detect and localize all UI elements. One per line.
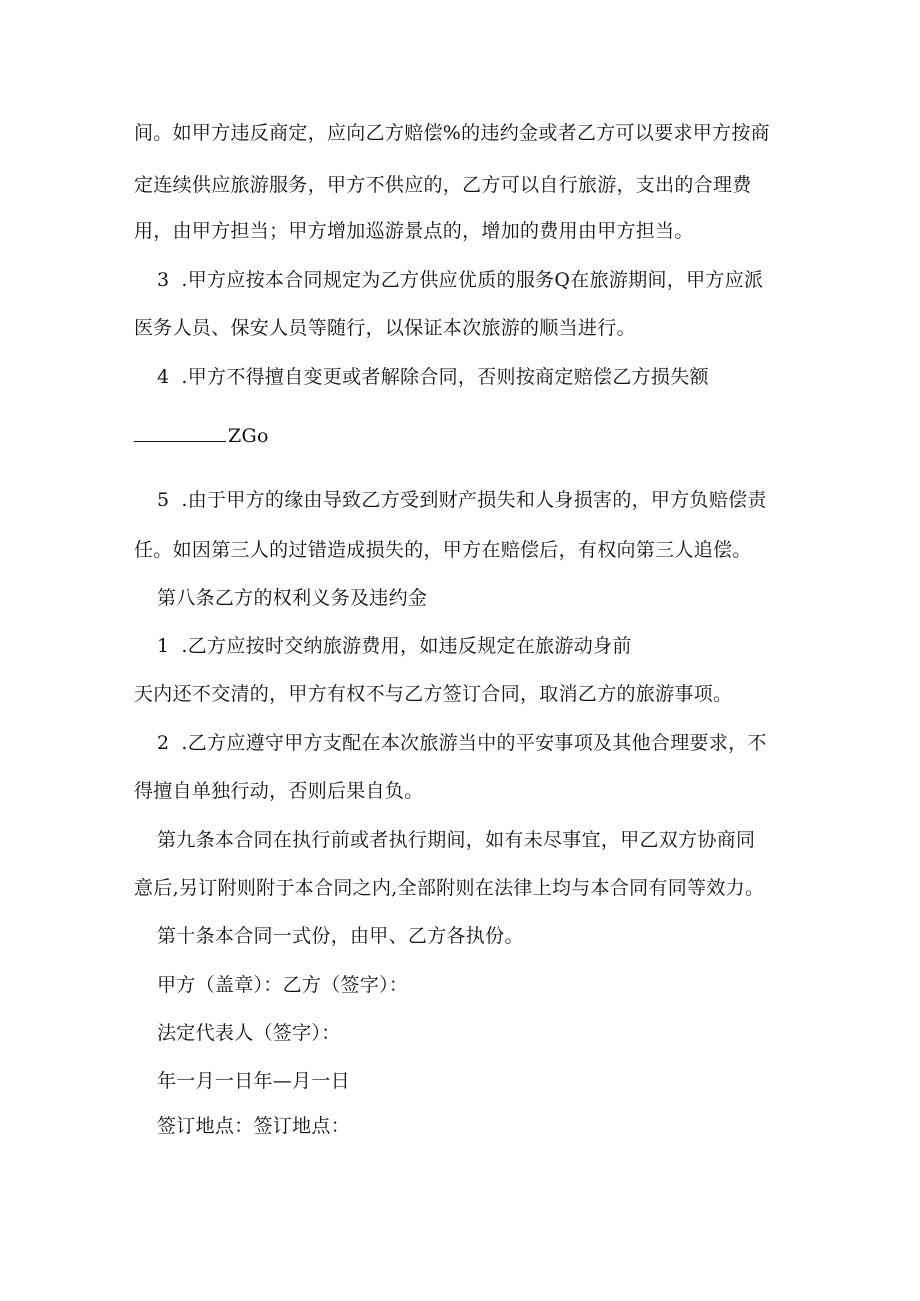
clause-number: 3 [157,269,170,291]
paragraph-line: 意后,另订附则附于本合同之内,全部附则在法律上均与本合同有同等效力。 [134,877,765,899]
paragraph-line: 定连续供应旅游服务，甲方不供应的，乙方可以自行旅游，支出的合理费 [134,174,752,196]
clause-number: 1 [157,635,170,657]
signature-parties: 甲方（盖章）：乙方（签字）： [157,974,409,996]
signature-representative: 法定代表人（签字）： [157,1022,341,1044]
clause-3 [157,268,763,292]
paragraph-line: 得擅自单独行动，否则后果自负。 [134,780,424,802]
paragraph-line: 用，由甲方担当；甲方增加巡游景点的，增加的费用由甲方担当。 [134,220,694,242]
article-10: 第十条本合同一式份，由甲、乙方各执份。 [157,925,524,947]
clause-text: .乙方应按时交纳旅游费用，如违反规定在旅游动身前 [181,635,632,657]
blank-suffix: ZGo [228,425,269,447]
fill-in-line [134,423,269,448]
article-8-clause-1 [157,634,632,658]
clause-text: .乙方应遵守甲方支配在本次旅游当中的平安事项及其他合理要求，不 [181,732,767,754]
blank-field [134,423,226,442]
clause-text: .甲方应按本合同规定为乙方供应优质的服务Q在旅游期间，甲方应派 [181,269,764,291]
paragraph-line: 间。如甲方违反商定，应向乙方赔偿%的违约金或者乙方可以要求甲方按商 [134,122,770,144]
paragraph-line: 任。如因第三人的过错造成损失的，甲方在赔偿后，有权向第三人追偿。 [134,539,752,561]
article-8-clause-2 [157,731,767,755]
clause-number: 2 [157,732,170,754]
article-8-heading: 第八条乙方的权利义务及违约金 [157,587,428,609]
paragraph-line: 医务人员、保安人员等随行，以保证本次旅游的顺当进行。 [134,317,636,339]
signature-place: 签订地点：签订地点： [157,1115,351,1137]
paragraph-line: 天内还不交清的，甲方有权不与乙方签订合同，取消乙方的旅游事项。 [134,683,733,705]
clause-text: .由于甲方的缘由导致乙方受到财产损失和人身损害的，甲方负赔偿责 [181,489,767,511]
clause-text: .甲方不得擅自变更或者解除合同，否则按商定赔偿乙方损失额 [181,366,709,388]
clause-5 [157,488,767,512]
clause-4 [157,365,709,389]
clause-number: 4 [157,366,170,388]
signature-date: 年一月一日年—月一日 [157,1070,351,1092]
article-9: 第九条本合同在执行前或者执行期间，如有未尽事宜，甲乙双方协商同 [157,829,756,851]
clause-number: 5 [157,489,170,511]
